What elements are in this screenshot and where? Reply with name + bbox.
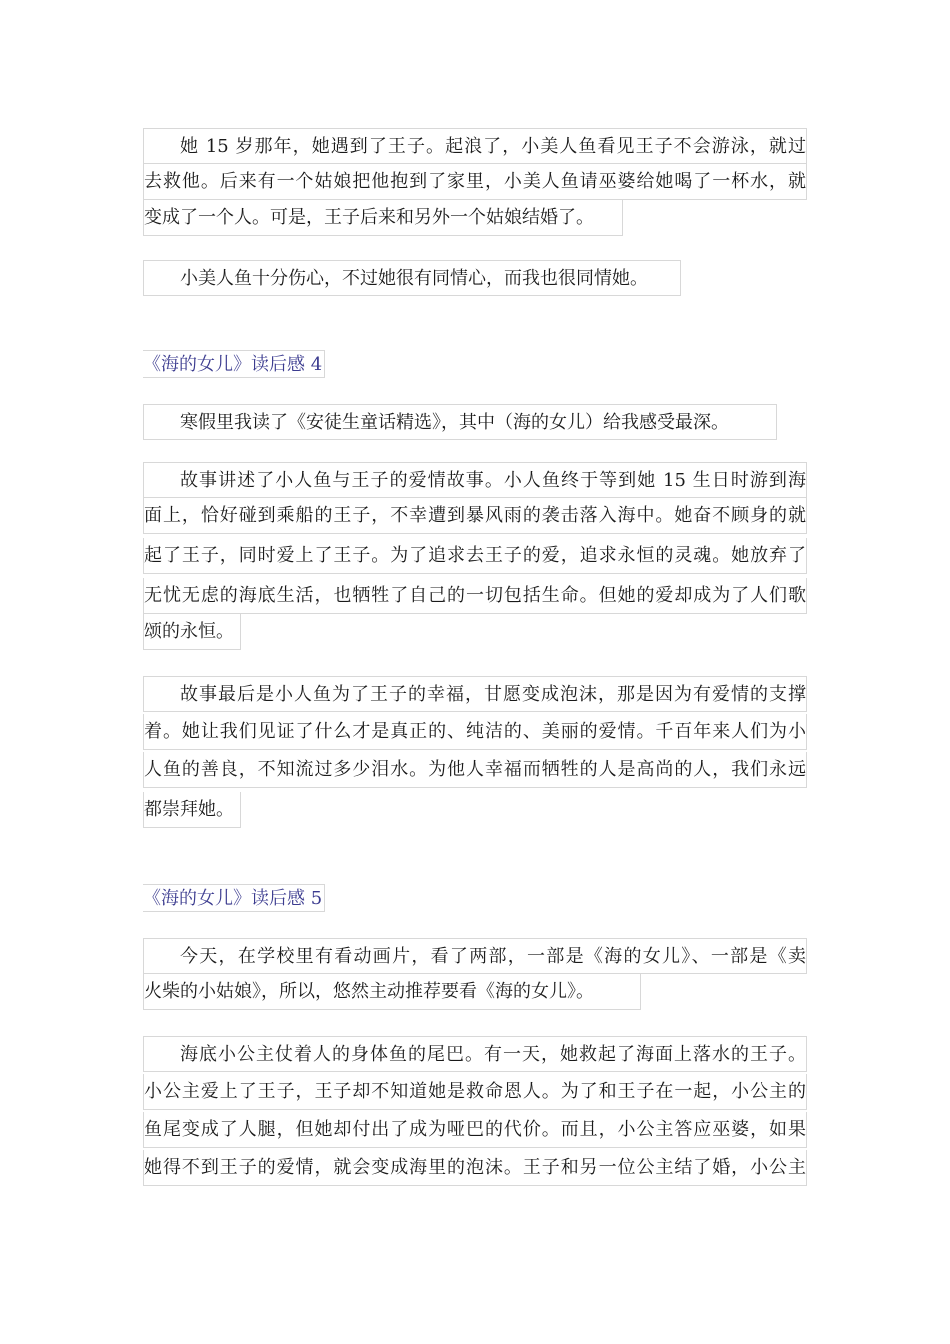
paragraph-line: 人鱼的善良，不知流过多少泪水。为他人幸福而牺牲的人是高尚的人，我们永远 bbox=[143, 752, 807, 788]
paragraph-line: 无忧无虑的海底生活，也牺牲了自己的一切包括生命。但她的爱却成为了人们歌 bbox=[143, 578, 807, 614]
paragraph-line: 故事最后是小人鱼为了王子的幸福，甘愿变成泡沫，那是因为有爱情的支撑 bbox=[143, 676, 807, 712]
paragraph-line: 鱼尾变成了人腿，但她却付出了成为哑巴的代价。而且，小公主答应巫婆，如果 bbox=[143, 1112, 807, 1148]
paragraph-line: 颂的永恒。 bbox=[143, 614, 241, 650]
paragraph-line: 都崇拜她。 bbox=[143, 792, 241, 828]
paragraph-line: 她得不到王子的爱情，就会变成海里的泡沫。王子和另一位公主结了婚，小公主 bbox=[143, 1150, 807, 1186]
paragraph-line: 海底小公主仗着人的身体鱼的尾巴。有一天，她救起了海面上落水的王子。 bbox=[143, 1036, 807, 1072]
paragraph-line: 变成了一个人。可是，王子后来和另外一个姑娘结婚了。 bbox=[143, 200, 623, 236]
paragraph-line: 起了王子，同时爱上了王子。为了追求去王子的爱，追求永恒的灵魂。她放弃了 bbox=[143, 538, 807, 574]
paragraph-line: 今天，在学校里有看动画片，看了两部，一部是《海的女儿》、一部是《卖 bbox=[143, 938, 807, 974]
paragraph-line: 小公主爱上了王子，王子却不知道她是救命恩人。为了和王子在一起，小公主的 bbox=[143, 1074, 807, 1110]
paragraph-line: 着。她让我们见证了什么才是真正的、纯洁的、美丽的爱情。千百年来人们为小 bbox=[143, 714, 807, 750]
paragraph-line: 火柴的小姑娘》，所以，悠然主动推荐要看《海的女儿》。 bbox=[143, 974, 641, 1010]
paragraph-line: 小美人鱼十分伤心，不过她很有同情心，而我也很同情她。 bbox=[143, 260, 681, 296]
paragraph-line: 去救他。后来有一个姑娘把他抱到了家里，小美人鱼请巫婆给她喝了一杯水，就 bbox=[143, 164, 807, 200]
section-heading: 《海的女儿》读后感 4 bbox=[143, 350, 325, 378]
paragraph-line: 故事讲述了小人鱼与王子的爱情故事。小人鱼终于等到她 15 生日时游到海 bbox=[143, 462, 807, 498]
paragraph-line: 她 15 岁那年，她遇到了王子。起浪了，小美人鱼看见王子不会游泳，就过 bbox=[143, 128, 807, 164]
paragraph-line: 面上，恰好碰到乘船的王子，不幸遭到暴风雨的袭击落入海中。她奋不顾身的就 bbox=[143, 498, 807, 534]
paragraph-line: 寒假里我读了《安徒生童话精选》，其中（海的女儿）给我感受最深。 bbox=[143, 404, 777, 440]
section-heading: 《海的女儿》读后感 5 bbox=[143, 884, 325, 912]
